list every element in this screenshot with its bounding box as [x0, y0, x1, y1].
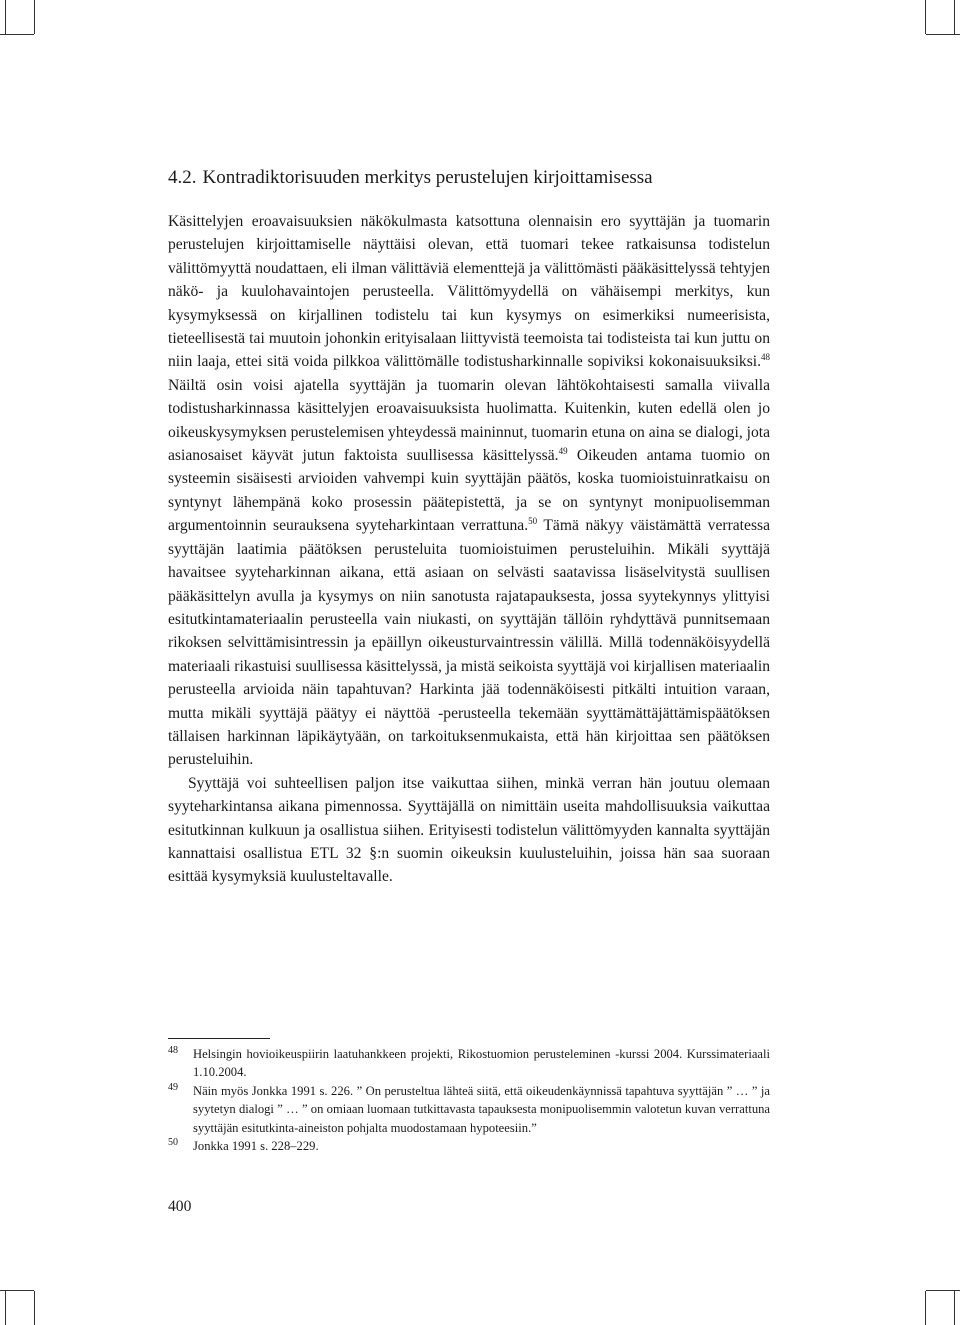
footnote-number: 49: [168, 1081, 178, 1093]
crop-mark: [34, 0, 35, 34]
section-number: 4.2.: [168, 167, 197, 188]
footnote-text: Helsingin hovioikeuspiirin laatuhankkeen projekti, Rikostuomion perusteleminen -kurssi 2004. Kurssimateriaali 1.10.2004.: [193, 1047, 770, 1080]
paragraph-2: Syyttäjä voi suhteellisen paljon itse vaikuttaa siihen, minkä verran hän joutuu olemaan syyteharkintansa aikana pimennossa. Syyttäjällä on nimittäin useita mahdollisuuksia vaikuttaa esitutkinnan kulkuun ja osallistua siihen. Erityisesti todistelun välittömyyden kannalta syyttäjän kannattaisi osallistua ETL 32 §:n suomin oikeuksin kuulusteluihin, joissa hän saa suoraan esittää kysymyksiä kuulusteltavalle.: [168, 774, 770, 886]
crop-mark: [954, 0, 955, 34]
paragraph-1-text-4: Tämä näkyy väistämättä verratessa syyttäjän laatimia päätöksen perusteluita tuomioistuimen perusteluihin. Mikäli syyttäjä havaitsee syyteharkinnan aikana, että asiaan on selvästi saatavissa lisäselvitystä suullisen pääkäsittelyn avulla ja kysymys on niin sanotusta rajatapauksesta, jossa syytekynnys ylittyisi esitutkintamateriaalin perusteella vain niukasti, on syyttäjän tällöin ryhdyttävä punnitsemaan rikoksen selvittämisintressin ja epäillyn oikeusturvaintressin välillä. Millä todennäköisyydellä materiaali rikastuisi suullisessa käsittelyssä, ja mistä seikoista syyttäjä voi kirjallisen materiaalin perusteella arvioida näin tapahtuvan? Harkinta jää todennäköisesti pitkälti intuition varaan, mutta mikäli syyttäjä päätyy ei näyttöä -perusteella tekemään syyttämättäjättämispäätöksen tällaisen harkinnan läpikäytyään, on tarkoituksenmukaista, että hän kirjoittaa sen päätöksen perusteluihin.: [168, 517, 770, 769]
footnote-number: 50: [168, 1137, 178, 1149]
crop-mark: [5, 1291, 6, 1325]
footnote-ref-50[interactable]: 50: [528, 516, 538, 527]
footnote-number: 48: [168, 1045, 178, 1056]
crop-mark: [926, 1290, 960, 1291]
section-title: Kontradiktorisuuden merkitys perustelujen kirjoittamisessa: [202, 167, 653, 188]
crop-mark: [926, 34, 960, 35]
footnote-text: Jonkka 1991 s. 228–229.: [193, 1139, 319, 1154]
footnote-ref-48[interactable]: 48: [761, 352, 770, 363]
paragraph-1-text-3: Oikeuden antama tuomio on systeemin sisäisesti arvioiden vahvempi kuin syyttäjän päätös, koska tuomioistuinratkaisu on syntynyt lähempänä koko prosessin päätepistettä, ja se on syntynyt monipuolisemman argumentoinnin seurauksena syyteharkintaan verrattuna.: [168, 447, 771, 535]
paragraph-1-text-2: Näiltä osin voisi ajatella syyttäjän ja tuomarin olevan lähtökohtaisesti samalla viivalla todistusharkinnassa käsittelyjen eroavaisuuksista huolimatta. Kuitenkin, kuten edellä olen jo oikeuskysymyksen perustelemisen yhteydessä maininnut, tuomarin etuna on aina se dialogi, jota asianosaiset käyvät jutun faktoista suullisessa käsittelyssä.: [168, 376, 770, 465]
footnote-50: [168, 1137, 770, 1155]
paragraph-1-text-1: Käsittelyjen eroavaisuuksien näkökulmasta katsottuna olennaisin ero syyttäjän ja tuomarin perustelujen kirjoittamiselle näyttäisi olevan, että tuomari tekee ratkaisunsa todistelun välittömyyttä noudattaen, eli ilman välittäviä elementtejä ja välittömästi pääkäsittelyssä tehtyjen näkö- ja kuulohavaintojen perusteella. Välittömyydellä on vähäisempi merkitys, kun kysymyksessä on kirjallinen todistelu tai kun kysymys on esimerkiksi numeerisista, tieteellisestä tai muutoin johonkin erityisalaan liittyvistä teemoista tai todisteista tai kun juttu on niin laaja, ettei sitä voida pilkkoa välittömälle todistusharkinnalle sopiviksi kokonaisuuksiksi.: [168, 213, 770, 371]
crop-mark: [954, 1291, 955, 1325]
footnote-49: [168, 1082, 770, 1137]
crop-mark: [925, 0, 926, 34]
footnote-rule: [168, 1038, 270, 1039]
section-heading: [168, 166, 770, 190]
crop-mark: [34, 1291, 35, 1325]
crop-mark: [925, 1291, 926, 1325]
footnote-text: Näin myös Jonkka 1991 s. 226. ” On perusteltua lähteä siitä, että oikeudenkäynnissä tapahtuva syyttäjän ” … ” ja syytetyn dialogi ” … ” on omiaan luomaan tutkittavasta tapauksesta monipuolisemmin valotetun kuvan verrattuna syyttäjän esitutkinta-aineiston pohjalta muodostamaan hypoteesiin.”: [193, 1083, 770, 1135]
crop-mark: [0, 34, 34, 35]
paragraph-1: [168, 210, 770, 772]
page-body: [168, 166, 770, 889]
footnotes: [168, 1038, 770, 1155]
footnote-ref-49[interactable]: 49: [558, 446, 568, 457]
footnote-48: [168, 1045, 770, 1082]
crop-mark: [5, 0, 6, 34]
crop-mark: [0, 1290, 34, 1291]
page-number: 400: [168, 1198, 192, 1215]
